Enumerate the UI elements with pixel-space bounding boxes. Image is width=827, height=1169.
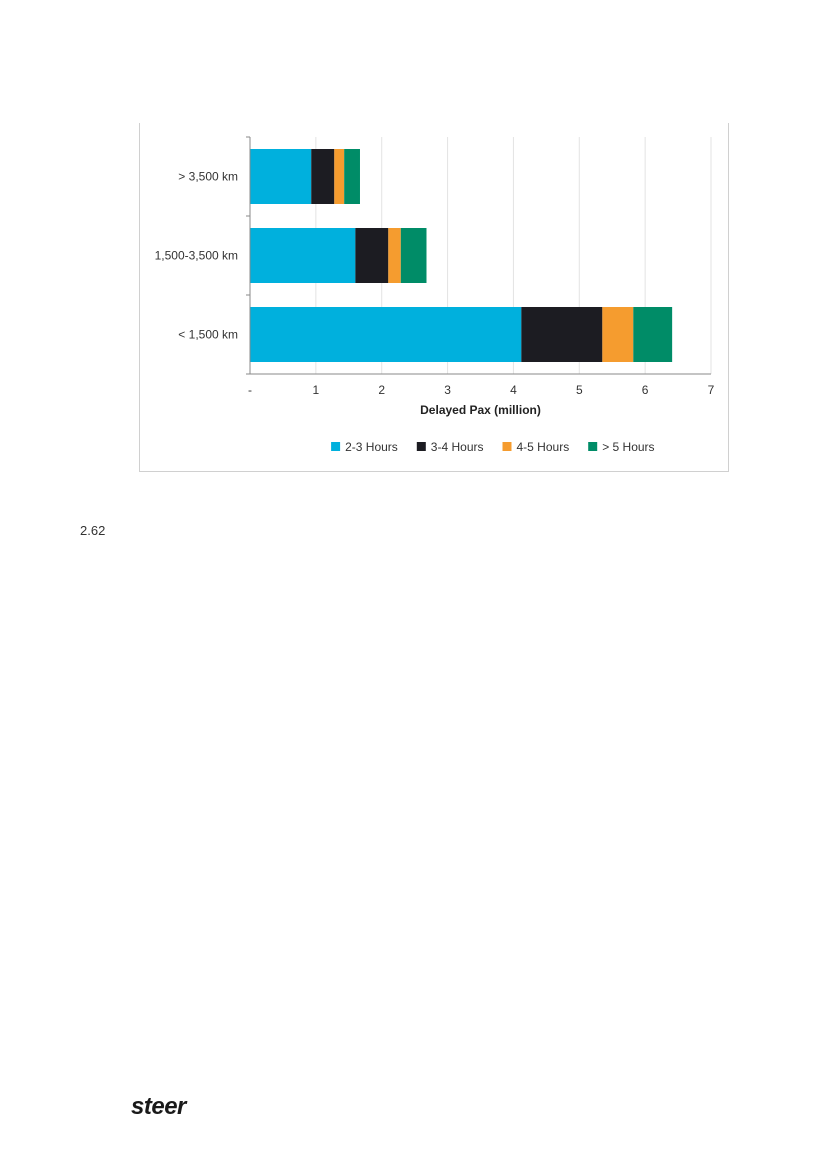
x-tick-label: 1 — [312, 383, 320, 397]
bar-segment — [311, 149, 334, 204]
legend-swatch — [417, 442, 426, 451]
legend-swatch — [331, 442, 340, 451]
x-tick-label: 5 — [575, 383, 583, 397]
category-label: > 3,500 km — [178, 169, 238, 184]
legend — [331, 440, 654, 454]
bars — [250, 149, 672, 362]
bar-segment — [250, 149, 311, 204]
x-tick-label: 6 — [641, 383, 649, 397]
x-tick-label: 4 — [510, 383, 517, 397]
legend-label: 3-4 Hours — [430, 440, 484, 454]
legend-label: > 5 Hours — [602, 440, 655, 454]
bar-segment — [344, 149, 360, 204]
x-tick-label: 2 — [378, 383, 386, 397]
bar-segment — [355, 228, 388, 283]
x-tick-label: 3 — [444, 383, 451, 397]
x-tick-label: - — [248, 383, 252, 397]
bar-segment — [250, 307, 521, 362]
x-axis-title: Delayed Pax (million) — [420, 403, 541, 417]
stacked-bar-chart — [140, 123, 730, 472]
legend-swatch — [503, 442, 512, 451]
legend-label: 2-3 Hours — [345, 440, 398, 454]
legend-label: 4-5 Hours — [516, 440, 570, 454]
legend-swatch — [588, 442, 597, 451]
bar-segment — [250, 228, 355, 283]
category-label: 1,500-3,500 km — [154, 248, 238, 263]
axes — [155, 137, 715, 417]
bar-segment — [633, 307, 672, 362]
bar-segment — [521, 307, 602, 362]
x-tick-label: 7 — [707, 383, 715, 397]
chart-frame — [139, 123, 729, 472]
bar-segment — [401, 228, 427, 283]
bar-segment — [602, 307, 633, 362]
bar-segment — [334, 149, 344, 204]
steer-logo: steer — [131, 1093, 186, 1120]
paragraph-number: 2.62 — [80, 523, 106, 538]
category-label: < 1,500 km — [178, 327, 238, 342]
bar-segment — [388, 228, 401, 283]
